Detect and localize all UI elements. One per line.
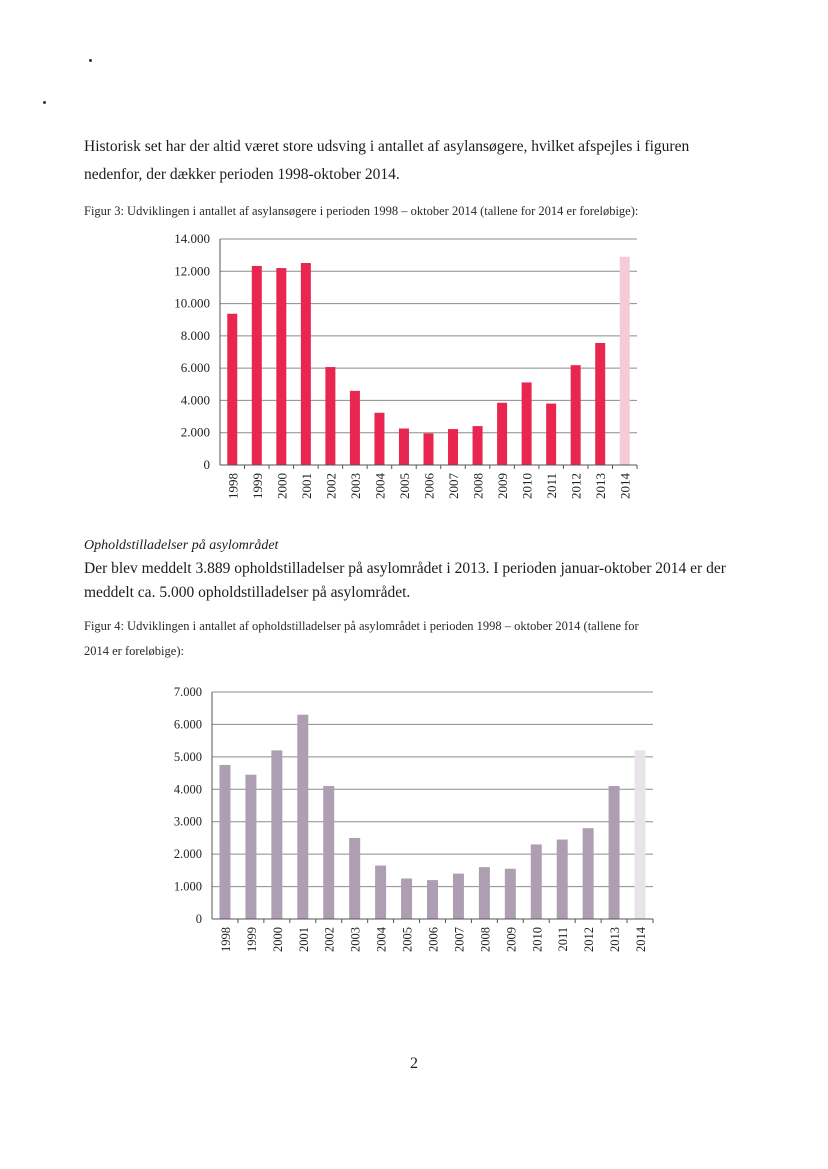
scan-speck (89, 59, 92, 62)
y-tick-label: 1.000 (173, 879, 202, 894)
bar-2007 (448, 429, 458, 465)
y-tick-label: 0 (195, 912, 202, 926)
y-tick-label: 6.000 (180, 360, 210, 376)
x-tick-label: 2008 (470, 473, 486, 499)
x-tick-label: 1999 (249, 473, 265, 499)
intro-paragraph-line2: nedenfor, der dækker perioden 1998-oktober 2014. (84, 166, 400, 183)
bar-2004 (374, 413, 384, 465)
x-tick-label: 2011 (556, 927, 571, 952)
bar-2010 (522, 382, 532, 465)
x-tick-label: 2005 (396, 473, 412, 499)
bar-2005 (399, 429, 409, 465)
bar-2014 (620, 257, 630, 465)
bar-1999 (245, 775, 256, 919)
bar-2006 (424, 433, 434, 465)
x-tick-label: 2003 (348, 927, 363, 952)
figure4-caption-line2: 2014 er foreløbige): (84, 644, 184, 658)
x-tick-label: 2010 (519, 473, 535, 499)
bar-2003 (349, 838, 360, 919)
bar-2011 (557, 840, 568, 919)
y-tick-label: 6.000 (173, 717, 202, 732)
y-tick-label: 2.000 (180, 424, 210, 440)
y-tick-label: 14.000 (174, 231, 210, 246)
section-paragraph-line2: meddelt ca. 5.000 opholdstilladelser på asylområdet. (84, 584, 411, 601)
x-tick-label: 2009 (495, 473, 511, 499)
x-tick-label: 2002 (322, 927, 337, 952)
bar-2013 (595, 343, 605, 465)
x-tick-label: 2004 (372, 473, 388, 499)
x-tick-label: 2014 (617, 473, 633, 499)
y-tick-label: 4.000 (180, 392, 210, 408)
y-tick-label: 4.000 (173, 782, 202, 797)
x-tick-label: 2000 (274, 473, 290, 499)
section-heading: Opholdstilladelser på asylområdet (84, 538, 279, 553)
y-tick-label: 3.000 (173, 814, 202, 829)
x-tick-label: 1998 (218, 927, 233, 952)
x-tick-label: 2006 (421, 473, 437, 499)
x-tick-label: 2002 (323, 473, 339, 499)
x-tick-label: 2013 (608, 927, 623, 952)
bar-2008 (473, 426, 483, 465)
bar-2003 (350, 391, 360, 465)
figure4-caption-line1: Figur 4: Udviklingen i antallet af opholdstilladelser på asylområdet i perioden 1998 – oktober 2014 (tallene for (84, 619, 639, 633)
bar-2002 (325, 367, 335, 465)
bar-2000 (271, 750, 282, 919)
bar-2013 (609, 786, 620, 919)
x-tick-label: 2001 (298, 473, 314, 499)
y-tick-label: 12.000 (174, 263, 210, 279)
x-tick-label: 2007 (452, 927, 467, 952)
bar-2012 (583, 828, 594, 919)
x-tick-label: 2004 (374, 927, 389, 952)
x-tick-label: 2007 (446, 473, 462, 499)
x-tick-label: 2005 (400, 927, 415, 952)
figure3-caption: Figur 3: Udviklingen i antallet af asylansøgere i perioden 1998 – oktober 2014 (tallene for 2014 er foreløbige): (84, 204, 639, 218)
figure3-bar-chart (150, 226, 650, 516)
bar-1999 (252, 266, 262, 465)
bar-2004 (375, 865, 386, 919)
bar-2014 (635, 750, 646, 919)
bar-2009 (497, 403, 507, 465)
section-paragraph-line1: Der blev meddelt 3.889 opholdstilladelser på asylområdet i 2013. I perioden januar-oktober 2014 er der (84, 560, 726, 577)
bar-2001 (297, 715, 308, 919)
y-tick-label: 8.000 (180, 327, 210, 343)
bar-2005 (401, 878, 412, 919)
bar-2012 (571, 365, 581, 465)
bar-2001 (301, 263, 311, 465)
y-tick-label: 5.000 (173, 749, 202, 764)
figure4-bar-chart (150, 680, 670, 970)
x-tick-label: 2013 (593, 473, 609, 499)
x-tick-label: 2010 (530, 927, 545, 952)
x-tick-label: 2001 (296, 927, 311, 952)
y-tick-label: 10.000 (174, 295, 210, 311)
bar-2000 (276, 268, 286, 465)
page-number: 2 (410, 1055, 418, 1072)
x-tick-label: 2008 (478, 927, 493, 952)
y-tick-label: 0 (203, 457, 210, 472)
bar-2008 (479, 867, 490, 919)
x-tick-label: 2006 (426, 927, 441, 952)
bar-2010 (531, 844, 542, 919)
scan-speck (43, 101, 46, 104)
bar-1998 (219, 765, 230, 919)
x-tick-label: 2009 (504, 927, 519, 952)
bar-2006 (427, 880, 438, 919)
y-tick-label: 7.000 (173, 685, 202, 699)
bar-2002 (323, 786, 334, 919)
bar-2009 (505, 869, 516, 919)
x-tick-label: 2012 (582, 927, 597, 952)
x-tick-label: 1998 (225, 473, 241, 499)
intro-paragraph-line1: Historisk set har der altid været store udsving i antallet af asylansøgere, hvilket afspejles i figuren (84, 138, 690, 155)
bar-1998 (227, 314, 237, 465)
x-tick-label: 2011 (544, 473, 560, 499)
bar-2007 (453, 874, 464, 919)
x-tick-label: 2000 (270, 927, 285, 952)
x-tick-label: 2014 (634, 927, 649, 952)
x-tick-label: 1999 (244, 927, 259, 952)
x-tick-label: 2012 (568, 473, 584, 499)
y-tick-label: 2.000 (173, 847, 202, 862)
bar-2011 (546, 404, 556, 465)
x-tick-label: 2003 (347, 473, 363, 499)
